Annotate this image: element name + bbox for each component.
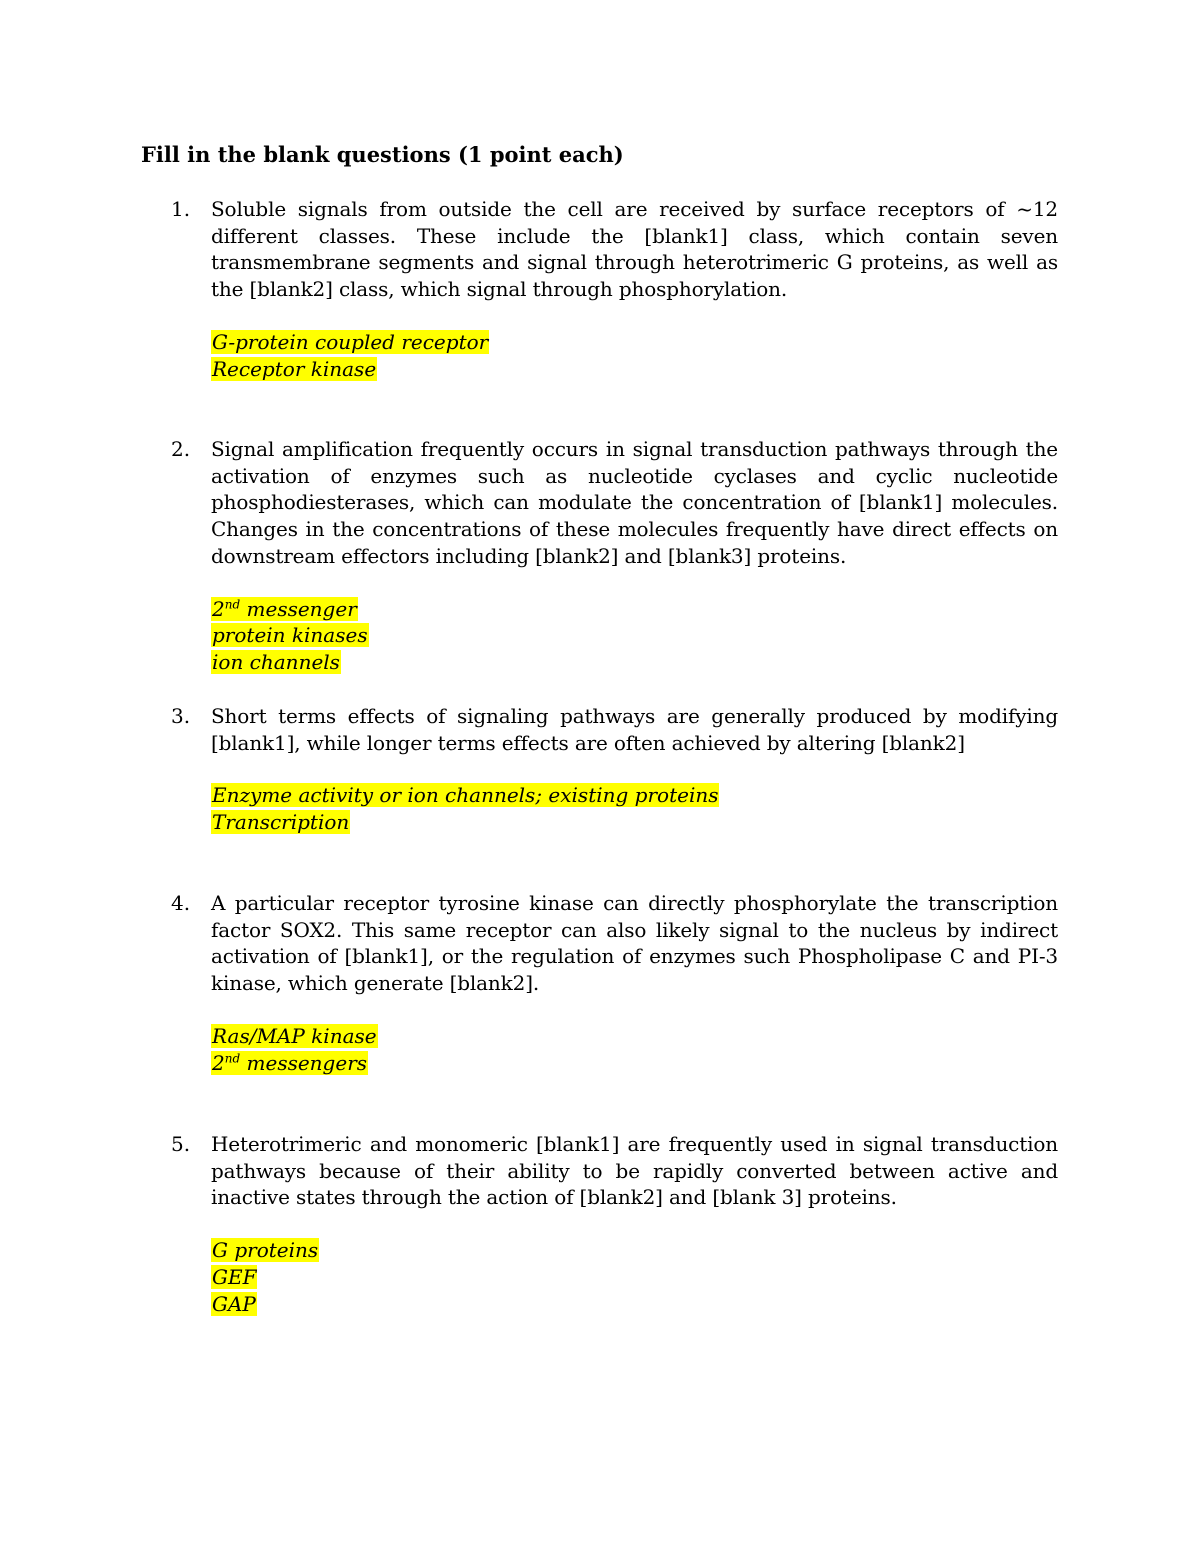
- answer-highlight: G-protein coupled receptor: [212, 329, 489, 354]
- answer-text: messengers: [240, 1050, 368, 1075]
- answer-highlight: Ras/MAP kinase: [212, 1023, 377, 1048]
- answer-highlight: protein kinases: [212, 623, 368, 648]
- answer-line: [211, 329, 1058, 356]
- answer-line: [211, 622, 1058, 649]
- question-text: A particular receptor tyrosine kinase can directly phosphorylate the transcription factor SOX2. This same receptor can also likely signal to the nucleus by indirect activation of [blank1], or the regulation of enzymes such Phospholipase C and PI-3 kinase, which generate [blank2].: [211, 891, 1058, 996]
- answer-list: [211, 782, 1058, 835]
- answer-line: [211, 1291, 1058, 1318]
- answer-highlight: Receptor kinase: [212, 356, 377, 381]
- answer-highlight: GAP: [212, 1291, 256, 1316]
- answer-line: [211, 1050, 1058, 1077]
- question-text: Short terms effects of signaling pathways are generally produced by modifying [blank1], while longer terms effects are often achieved by altering [blank2]: [211, 704, 1058, 755]
- answer-line: [211, 649, 1058, 676]
- answer-list: [211, 596, 1058, 676]
- answer-highlight: GEF: [212, 1264, 257, 1289]
- answer-list: [211, 1237, 1058, 1317]
- question-number: 3.: [171, 704, 191, 728]
- question-4: [171, 890, 1058, 1076]
- answer-line: [211, 356, 1058, 383]
- answer-highlight: ion channels: [212, 649, 340, 674]
- page-title: Fill in the blank questions (1 point each): [141, 142, 624, 167]
- question-text: Soluble signals from outside the cell are received by surface receptors of ~12 different classes. These include the [blank1] class, which contain seven transmembrane segments and signal through heterotrimeric G proteins, as well as the [blank2] class, which signal through phosphorylation.: [211, 197, 1058, 302]
- answer-line: [211, 1237, 1058, 1264]
- answer-highlight: Transcription: [212, 810, 350, 835]
- question-number: 5.: [171, 1132, 191, 1156]
- answer-line: [211, 809, 1058, 836]
- question-5: [171, 1131, 1058, 1317]
- answer-highlight: [211, 597, 358, 621]
- answer-ordinal: 2: [212, 596, 225, 621]
- answer-ordinal-suffix: nd: [224, 1050, 241, 1065]
- question-1: [171, 196, 1058, 382]
- answer-list: [211, 329, 1058, 382]
- answer-ordinal: 2: [212, 1050, 225, 1075]
- answer-list: [211, 1023, 1058, 1076]
- answer-highlight: G proteins: [212, 1238, 319, 1263]
- question-number: 1.: [171, 197, 191, 221]
- answer-highlight: Enzyme activity or ion channels; existing proteins: [212, 783, 719, 808]
- question-text: Heterotrimeric and monomeric [blank1] are frequently used in signal transduction pathways because of their ability to be rapidly converted between active and inactive states through the action of [blank2] and [blank 3] proteins.: [211, 1132, 1058, 1210]
- answer-line: [211, 1023, 1058, 1050]
- question-number: 4.: [171, 891, 191, 915]
- answer-text: messenger: [240, 596, 357, 621]
- answer-line: [211, 596, 1058, 623]
- question-3: [171, 703, 1058, 836]
- question-number: 2.: [171, 437, 191, 461]
- answer-ordinal-suffix: nd: [224, 596, 241, 611]
- answer-line: [211, 782, 1058, 809]
- answer-highlight: [211, 1051, 368, 1075]
- question-2: [171, 436, 1058, 676]
- answer-line: [211, 1264, 1058, 1291]
- question-text: Signal amplification frequently occurs in signal transduction pathways through the activation of enzymes such as nucleotide cyclases and cyclic nucleotide phosphodiesterases, which can modulate the concentration of [blank1] molecules. Changes in the concentrations of these molecules frequently have direct effects on downstream effectors including [blank2] and [blank3] proteins.: [211, 437, 1058, 568]
